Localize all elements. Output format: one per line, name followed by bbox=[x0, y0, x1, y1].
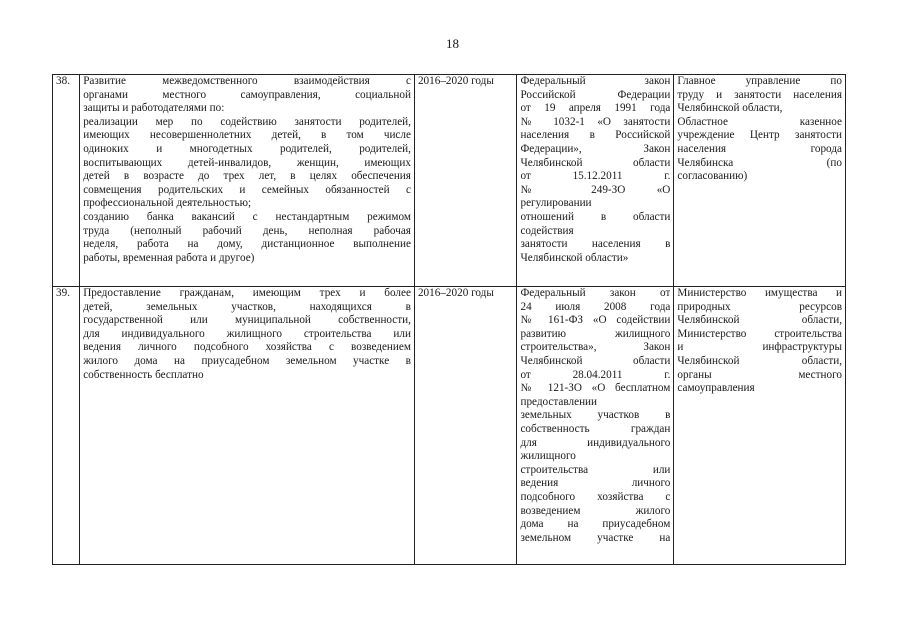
cell-text-line: № 1032-1 «О занятости bbox=[520, 115, 671, 128]
cell-text-line: № 121-ЗО «О бесплатном bbox=[520, 382, 671, 395]
cell-text-line: совмещения родительских и семейных обязанностей с bbox=[83, 183, 411, 196]
cell-text-line: ведения личного bbox=[520, 477, 671, 490]
cell-text-line: земельных участков в bbox=[520, 409, 671, 422]
cell-text-line: Челябинской области, bbox=[677, 102, 783, 115]
cell-text-line: отношений в области bbox=[520, 210, 671, 223]
cell-text-line: Федеральный закон от bbox=[520, 287, 671, 299]
period-text: 2016–2020 годы bbox=[417, 287, 494, 299]
cell-text-line: развитию жилищного bbox=[520, 327, 671, 340]
cell-text-line: Челябинской области, bbox=[677, 354, 842, 367]
cell-text-line: для индивидуального жилищного строительства или bbox=[83, 327, 411, 340]
row-number: 38. bbox=[56, 75, 70, 87]
cell-text-line: Челябинской области bbox=[520, 354, 671, 367]
legal-basis-cell bbox=[517, 75, 674, 287]
responsible-cell bbox=[674, 75, 846, 287]
cell-text-line: собственность граждан bbox=[520, 422, 671, 435]
cell-text-line: Главное управление по bbox=[677, 75, 842, 87]
cell-text-line: Предоставление гражданам, имеющим трех и более bbox=[83, 287, 411, 299]
cell-text-line: Челябинска (по bbox=[677, 156, 842, 169]
cell-text-line: Российской Федерации bbox=[520, 88, 671, 101]
cell-text-line: дома на приусадебном bbox=[520, 518, 671, 531]
table-row-38 bbox=[53, 75, 846, 287]
cell-text-line: и инфраструктуры bbox=[677, 341, 842, 354]
cell-text-line: жилищного bbox=[520, 450, 576, 463]
measure-cell bbox=[80, 75, 415, 287]
row-number: 39. bbox=[56, 287, 70, 299]
cell-text-line: 24 июля 2008 года bbox=[520, 300, 671, 313]
cell-text-line: реализации мер по содействию занятости родителей, bbox=[83, 115, 411, 128]
cell-text-line: строительства», Закон bbox=[520, 341, 671, 354]
cell-text-line: для индивидуального bbox=[520, 436, 671, 449]
cell-text-line: труда (неполный рабочий день, неполная рабочая bbox=[83, 224, 411, 237]
cell-text-line: детей в возрасте до трех лет, в целях обеспечения bbox=[83, 170, 411, 183]
cell-text-line: строительства или bbox=[520, 463, 671, 476]
cell-text-line: содействия bbox=[520, 224, 574, 237]
cell-text-line: Областное казенное bbox=[677, 115, 842, 128]
cell-text-line: Министерство строительства bbox=[677, 327, 842, 340]
period-cell bbox=[414, 75, 517, 287]
cell-text-line: № 161-ФЗ «О содействии bbox=[520, 314, 671, 327]
cell-text-line: Федеральный закон bbox=[520, 75, 671, 87]
cell-text-line: Федерации», Закон bbox=[520, 142, 671, 155]
cell-text-line: воспитывающих детей-инвалидов, женщин, имеющих bbox=[83, 156, 411, 169]
legal-basis-cell bbox=[517, 287, 674, 565]
cell-text-line: Челябинской области, bbox=[677, 314, 842, 327]
program-table bbox=[52, 74, 846, 565]
period-text: 2016–2020 годы bbox=[417, 75, 494, 87]
cell-text-line: неделя, работа на дому, дистанционное выполнение bbox=[83, 238, 411, 251]
cell-text-line: населения города bbox=[677, 142, 842, 155]
cell-text-line: учреждение Центр занятости bbox=[677, 129, 842, 142]
cell-text-line: защиты и работодателями по: bbox=[83, 102, 225, 115]
cell-text-line: имеющих несовершеннолетних детей, в том числе bbox=[83, 129, 411, 142]
cell-text-line: Развитие межведомственного взаимодействия с bbox=[83, 75, 411, 87]
cell-text-line: государственной или муниципальной собственности, bbox=[83, 314, 411, 327]
cell-text-line: от 19 апреля 1991 года bbox=[520, 102, 671, 115]
cell-text-line: согласованию) bbox=[677, 170, 748, 183]
cell-text-line: предоставлении bbox=[520, 395, 598, 408]
cell-text-line: созданию банка вакансий с нестандартным режимом bbox=[83, 210, 411, 223]
cell-text-line: от 15.12.2011 г. bbox=[520, 170, 671, 183]
cell-text-line: труду и занятости населения bbox=[677, 88, 842, 101]
cell-text-line: земельном участке на bbox=[520, 531, 671, 544]
cell-text-line: Челябинской области» bbox=[520, 251, 629, 264]
cell-text-line: от 28.04.2011 г. bbox=[520, 368, 671, 381]
page-number: 18 bbox=[446, 36, 459, 51]
cell-text-line: работы, временная работа и другое) bbox=[83, 251, 255, 264]
cell-text-line: занятости населения в bbox=[520, 238, 671, 251]
cell-text-line: жилого дома на приусадебном земельном участке в bbox=[83, 354, 411, 367]
cell-text-line: регулировании bbox=[520, 197, 592, 210]
cell-text-line: подсобного хозяйства с bbox=[520, 490, 671, 503]
cell-text-line: возведением жилого bbox=[520, 504, 671, 517]
cell-text-line: собственность бесплатно bbox=[83, 368, 204, 381]
cell-text-line: ведения личного подсобного хозяйства с возведением bbox=[83, 341, 411, 354]
cell-text-line: самоуправления bbox=[677, 382, 755, 395]
cell-text-line: одиноких и многодетных родителей, родителей, bbox=[83, 142, 411, 155]
cell-text-line: профессиональной деятельностью; bbox=[83, 197, 252, 210]
measure-cell bbox=[80, 287, 415, 565]
cell-text-line: детей, земельных участков, находящихся в bbox=[83, 300, 411, 313]
cell-text-line: Министерство имущества и bbox=[677, 287, 842, 299]
row-number-cell bbox=[53, 75, 80, 287]
table-row-39 bbox=[53, 287, 846, 565]
cell-text-line: № 249-ЗО «О bbox=[520, 183, 671, 196]
cell-text-line: Челябинской области bbox=[520, 156, 671, 169]
cell-text-line: природных ресурсов bbox=[677, 300, 842, 313]
cell-text-line: населения в Российской bbox=[520, 129, 671, 142]
row-number-cell bbox=[53, 287, 80, 565]
cell-text-line: органами местного самоуправления, социальной bbox=[83, 88, 411, 101]
period-cell bbox=[414, 287, 517, 565]
cell-text-line: органы местного bbox=[677, 368, 842, 381]
responsible-cell bbox=[674, 287, 846, 565]
